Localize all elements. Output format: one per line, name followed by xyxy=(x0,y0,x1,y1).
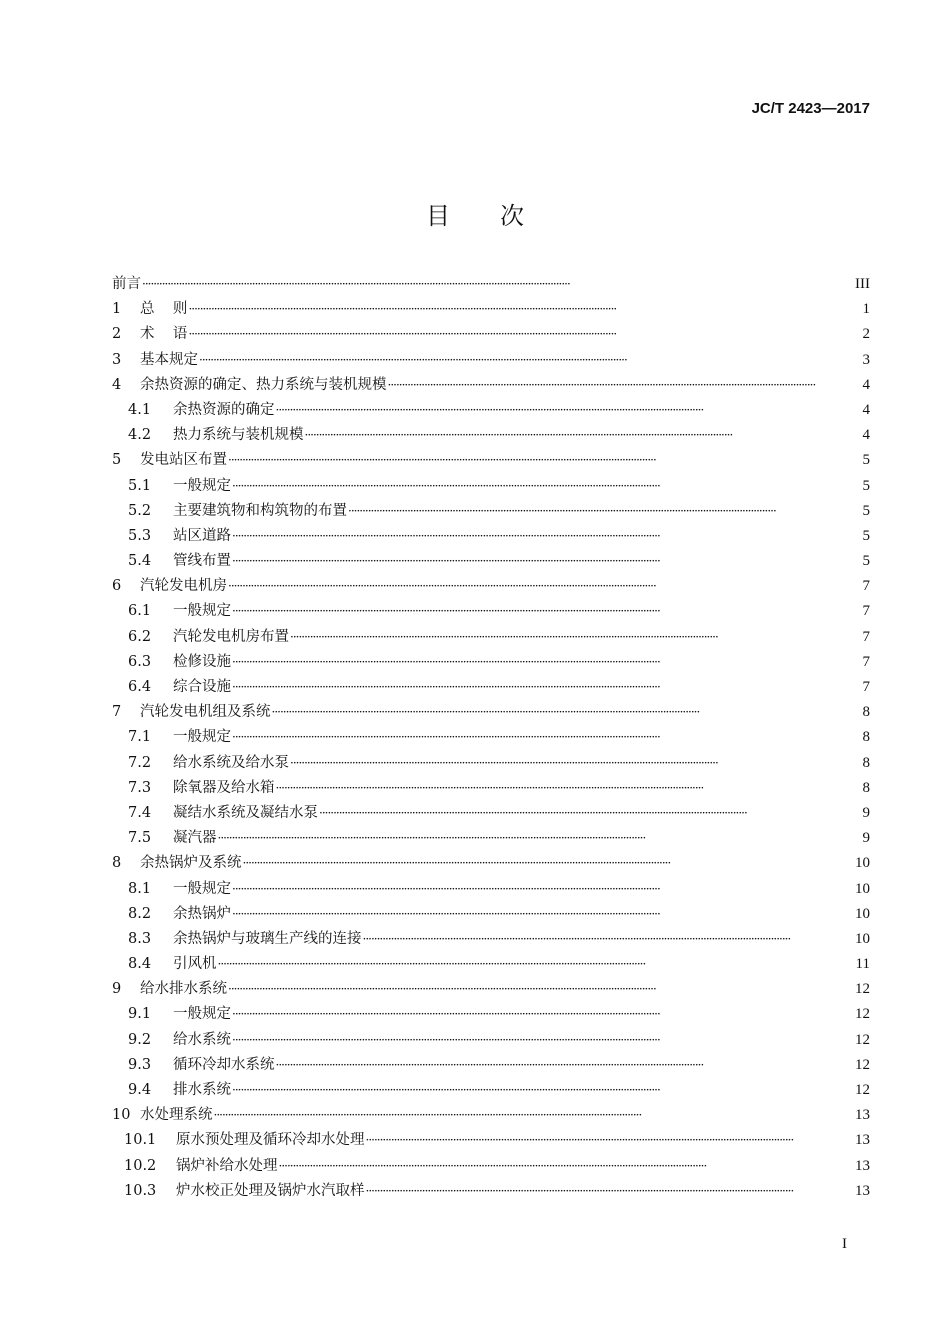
toc-entry-number: 6.1 xyxy=(128,603,152,620)
dot-leader xyxy=(366,1183,855,1199)
toc-entry-page: 2 xyxy=(862,326,870,343)
toc-entry[interactable] xyxy=(112,1103,870,1128)
toc-entry-number: 9.1 xyxy=(128,1006,152,1023)
toc-entry[interactable] xyxy=(112,1154,870,1179)
toc-entry-number: 8.3 xyxy=(128,930,152,947)
toc-entry-page: 4 xyxy=(862,401,870,418)
toc-entry-number: 6.2 xyxy=(128,628,152,645)
toc-entry-number: 7.4 xyxy=(128,804,152,821)
dot-leader xyxy=(232,603,862,619)
toc-entry-number: 4.1 xyxy=(128,401,152,418)
toc-entry-page: 10 xyxy=(855,855,870,872)
toc-entry[interactable] xyxy=(112,675,870,700)
dot-leader xyxy=(232,906,854,922)
toc-entry[interactable] xyxy=(112,524,870,549)
toc-entry-title: 发电站区布置 xyxy=(140,452,227,469)
toc-entry[interactable] xyxy=(112,751,870,776)
toc-entry-page: 4 xyxy=(862,427,870,444)
toc-entry-title: 汽轮发电机房布置 xyxy=(173,628,289,645)
toc-entry[interactable] xyxy=(112,448,870,473)
toc-entry-title: 基本规定 xyxy=(140,351,198,368)
toc-entry-page: 13 xyxy=(855,1157,870,1174)
toc-entry-page: 7 xyxy=(862,578,870,595)
toc-entry-title: 一般规定 xyxy=(173,603,231,620)
standard-number: JC/T 2423—2017 xyxy=(751,100,870,117)
toc-entry-title: 凝汽器 xyxy=(173,830,217,847)
toc-entry-title: 炉水校正处理及锅炉水汽取样 xyxy=(176,1182,365,1199)
toc-entry-title: 主要建筑物和构筑物的布置 xyxy=(173,502,347,519)
toc-entry-page: 13 xyxy=(855,1107,870,1124)
toc-entry-page: 7 xyxy=(862,679,870,695)
dot-leader xyxy=(363,931,855,947)
toc-entry-number: 7.3 xyxy=(128,779,152,796)
toc-entry-page: 8 xyxy=(862,779,870,796)
dot-leader xyxy=(276,402,862,418)
dot-leader xyxy=(348,503,862,519)
toc-entry[interactable] xyxy=(112,1002,870,1027)
toc-entry-title: 余热资源的确定、热力系统与装机规模 xyxy=(140,376,387,393)
toc-entry-page: 5 xyxy=(862,477,870,494)
dot-leader xyxy=(228,578,862,594)
toc-entry-page: 12 xyxy=(855,1006,870,1023)
toc-entry-number: 8.2 xyxy=(128,905,152,922)
toc-entry-number: 6.4 xyxy=(128,679,152,695)
toc-entry-title: 余热锅炉及系统 xyxy=(140,855,242,872)
toc-entry[interactable] xyxy=(112,499,870,524)
toc-entry-page: 9 xyxy=(862,804,870,821)
toc-entry[interactable] xyxy=(112,599,870,624)
toc-entry-title: 一般规定 xyxy=(173,477,231,494)
toc-entry-title: 引风机 xyxy=(173,956,217,973)
toc-entry-page: 7 xyxy=(862,628,870,645)
toc-entry-number: 8.1 xyxy=(128,880,152,897)
dot-leader xyxy=(228,452,862,468)
toc-entry-number: 4.2 xyxy=(128,427,152,444)
toc-entry[interactable] xyxy=(112,877,870,902)
dot-leader xyxy=(272,704,862,720)
toc-entry[interactable] xyxy=(112,574,870,599)
toc-entry-title: 热力系统与装机规模 xyxy=(173,427,304,444)
toc-entry-title: 原水预处理及循环冷却水处理 xyxy=(176,1132,365,1149)
toc-entry-page: 8 xyxy=(862,704,870,721)
toc-entry-page: 8 xyxy=(862,729,870,746)
page-title: 目次 xyxy=(426,202,574,230)
toc-entry-number: 10.2 xyxy=(124,1157,157,1174)
dot-leader xyxy=(188,326,861,342)
toc-entry-title: 给水排水系统 xyxy=(140,981,227,998)
toc-entry[interactable] xyxy=(112,801,870,826)
toc-entry-number: 1 xyxy=(112,301,122,318)
toc-entry-page: 9 xyxy=(862,830,870,847)
toc-entry-title: 汽轮发电机组及系统 xyxy=(140,704,271,721)
dot-leader xyxy=(290,755,862,771)
toc-entry-number: 5.4 xyxy=(128,553,152,570)
toc-entry-page: 5 xyxy=(862,527,870,544)
toc-entry[interactable] xyxy=(112,348,870,373)
toc-entry[interactable] xyxy=(112,851,870,876)
toc-entry-page: 8 xyxy=(862,754,870,771)
dot-leader xyxy=(232,654,862,670)
toc-entry-number: 2 xyxy=(112,326,122,343)
toc-entry-page: 1 xyxy=(862,301,870,318)
toc-entry-title: 前言 xyxy=(112,276,141,292)
toc-entry-page: 12 xyxy=(855,981,870,998)
toc-entry-page: 11 xyxy=(855,956,870,973)
dot-leader xyxy=(232,1006,854,1022)
toc-entry-page: 12 xyxy=(855,1031,870,1048)
toc-entry-title: 一般规定 xyxy=(173,880,231,897)
toc-entry[interactable] xyxy=(112,952,870,977)
dot-leader xyxy=(276,1057,855,1073)
dot-leader xyxy=(319,805,862,821)
toc-entry[interactable] xyxy=(112,625,870,650)
toc-entry-title: 术 语 xyxy=(140,326,188,343)
toc-entry[interactable] xyxy=(112,1128,870,1153)
toc-entry-page: 10 xyxy=(855,930,870,947)
dot-leader xyxy=(228,981,854,997)
toc-entry-page: 12 xyxy=(855,1056,870,1073)
toc-entry-number: 7.1 xyxy=(128,729,152,746)
toc-entry[interactable] xyxy=(112,322,870,347)
dot-leader xyxy=(214,1107,855,1123)
toc-entry[interactable] xyxy=(112,725,870,750)
toc-entry[interactable] xyxy=(112,1053,870,1078)
toc-entry-number: 7 xyxy=(112,704,122,721)
toc-entry-title: 余热资源的确定 xyxy=(173,401,275,418)
dot-leader xyxy=(290,629,862,645)
toc-entry-number: 6 xyxy=(112,578,122,595)
dot-leader xyxy=(232,1082,854,1098)
toc-entry-number: 10.1 xyxy=(124,1132,157,1149)
toc-entry-title: 一般规定 xyxy=(173,1006,231,1023)
toc-entry-title: 余热锅炉 xyxy=(173,905,231,922)
toc-entry[interactable] xyxy=(112,272,870,297)
toc-entry-title: 排水系统 xyxy=(173,1082,231,1098)
toc-entry-title: 给水系统 xyxy=(173,1031,231,1048)
toc-entry-number: 9.2 xyxy=(128,1031,152,1048)
toc-entry-number: 10.3 xyxy=(124,1182,157,1199)
dot-leader xyxy=(199,352,862,368)
dot-leader xyxy=(366,1132,855,1148)
toc-entry-title: 余热锅炉与玻璃生产线的连接 xyxy=(173,930,362,947)
toc-entry[interactable] xyxy=(112,297,870,322)
dot-leader xyxy=(232,553,862,569)
toc-entry-title: 检修设施 xyxy=(173,653,231,670)
toc-entry-title: 循环冷却水系统 xyxy=(173,1056,275,1073)
toc-entry-number: 5.3 xyxy=(128,527,152,544)
toc-entry-title: 一般规定 xyxy=(173,729,231,746)
toc-entry-title: 凝结水系统及凝结水泵 xyxy=(173,804,318,821)
dot-leader xyxy=(276,780,862,796)
toc-entry[interactable] xyxy=(112,1078,870,1103)
dot-leader xyxy=(243,855,855,871)
toc-entry[interactable] xyxy=(112,650,870,675)
dot-leader xyxy=(279,1158,855,1174)
toc-entry-number: 9.3 xyxy=(128,1056,152,1073)
dot-leader xyxy=(232,729,862,745)
toc-entry-title: 除氧器及给水箱 xyxy=(173,779,275,796)
toc-entry[interactable] xyxy=(112,373,870,398)
toc-entry-title: 给水系统及给水泵 xyxy=(173,754,289,771)
toc-entry-page: III xyxy=(855,276,870,292)
toc-entry-page: 13 xyxy=(855,1132,870,1149)
toc-entry-number: 9.4 xyxy=(128,1082,152,1098)
dot-leader xyxy=(188,301,861,317)
toc-entry[interactable] xyxy=(112,776,870,801)
toc-entry-page: 10 xyxy=(855,880,870,897)
toc-entry[interactable] xyxy=(112,977,870,1002)
toc-entry-page: 7 xyxy=(862,653,870,670)
toc-entry-page: 5 xyxy=(862,553,870,570)
toc-entry-number: 4 xyxy=(112,376,122,393)
toc-entry-title: 锅炉补给水处理 xyxy=(176,1157,278,1174)
dot-leader xyxy=(218,956,855,972)
page-number: I xyxy=(842,1236,847,1252)
toc-entry-number: 5 xyxy=(112,452,122,469)
toc-entry[interactable] xyxy=(112,826,870,851)
toc-entry-title: 水处理系统 xyxy=(140,1107,213,1124)
toc-entry-number: 9 xyxy=(112,981,122,998)
dot-leader xyxy=(218,830,862,846)
toc-entry[interactable] xyxy=(112,700,870,725)
toc-entry[interactable] xyxy=(112,423,870,448)
toc-entry-page: 5 xyxy=(862,502,870,519)
toc-entry[interactable] xyxy=(112,1028,870,1053)
toc-entry[interactable] xyxy=(112,1179,870,1204)
dot-leader xyxy=(232,1032,854,1048)
toc-entry-title: 汽轮发电机房 xyxy=(140,578,227,595)
dot-leader xyxy=(388,377,862,393)
toc-entry-page: 5 xyxy=(862,452,870,469)
dot-leader xyxy=(142,276,854,292)
toc-entry-number: 5.1 xyxy=(128,477,152,494)
dot-leader xyxy=(232,478,862,494)
toc-entry-number: 6.3 xyxy=(128,653,152,670)
toc-entry-title: 管线布置 xyxy=(173,553,231,570)
toc-entry[interactable] xyxy=(112,902,870,927)
toc-entry[interactable] xyxy=(112,549,870,574)
toc-entry-number: 5.2 xyxy=(128,502,152,519)
toc-entry-page: 7 xyxy=(862,603,870,620)
toc-entry-number: 7.2 xyxy=(128,754,152,771)
dot-leader xyxy=(232,881,854,897)
toc-entry-number: 8.4 xyxy=(128,956,152,973)
toc-entry-number: 10 xyxy=(112,1107,131,1124)
dot-leader xyxy=(232,679,862,695)
toc-entry-page: 13 xyxy=(855,1182,870,1199)
toc-entry-title: 综合设施 xyxy=(173,679,231,695)
toc-entry-page: 10 xyxy=(855,905,870,922)
table-of-contents xyxy=(112,272,870,1204)
dot-leader xyxy=(305,427,862,443)
toc-entry-page: 4 xyxy=(862,376,870,393)
toc-entry-page: 3 xyxy=(862,351,870,368)
toc-entry[interactable] xyxy=(112,474,870,499)
toc-entry-title: 总 则 xyxy=(140,301,188,318)
toc-entry-number: 8 xyxy=(112,855,122,872)
toc-entry-number: 7.5 xyxy=(128,830,152,847)
toc-entry[interactable] xyxy=(112,927,870,952)
toc-entry-number: 3 xyxy=(112,351,122,368)
toc-entry-title: 站区道路 xyxy=(173,527,231,544)
toc-entry[interactable] xyxy=(112,398,870,423)
toc-entry-page: 12 xyxy=(855,1082,870,1098)
dot-leader xyxy=(232,528,862,544)
